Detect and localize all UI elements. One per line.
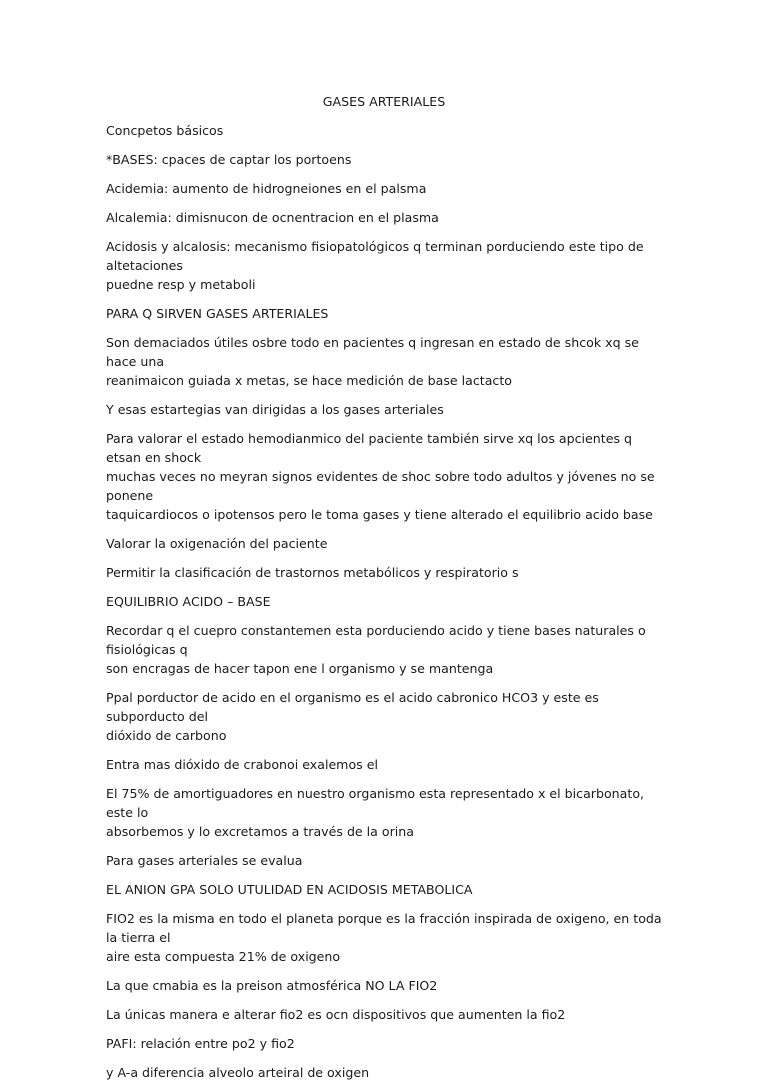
paragraph-17: Para gases arteriales se evalua — [106, 853, 303, 868]
paragraph-13: Recordar q el cuepro constantemen esta porduciendo acido y tiene bases naturales o fisiológicas q son encragas de hacer tapon ene l organismo y se mantenga — [106, 623, 646, 676]
paragraph-8: Y esas estartegias van dirigidas a los gases arteriales — [106, 402, 444, 417]
paragraph-2: *BASES: cpaces de captar los portoens — [106, 152, 352, 167]
paragraph-15: Entra mas dióxido de crabonoi exalemos el — [106, 757, 378, 772]
paragraph-11: Permitir la clasificación de trastornos metabólicos y respiratorio s — [106, 565, 519, 580]
paragraph-20: La que cmabia es la preison atmosférica NO LA FIO2 — [106, 978, 438, 993]
paragraph-9: Para valorar el estado hemodianmico del paciente también sirve xq los apcientes q etsan en shock muchas veces no meyran signos evidentes de shoc sobre todo adultos y jóvenes no se ponene taquicardiocos o ipotensos pero le toma gases y tiene alterado el equilibrio acido base — [106, 431, 655, 522]
paragraph-14: Ppal porductor de acido en el organismo es el acido cabronico HCO3 y este es subporducto del dióxido de carbono — [106, 690, 599, 743]
document-body — [106, 121, 666, 1092]
paragraph-21: La únicas manera e alterar fio2 es ocn dispositivos que aumenten la fio2 — [106, 1007, 566, 1022]
paragraph-18: EL ANION GPA SOLO UTULIDAD EN ACIDOSIS METABOLICA — [106, 882, 473, 897]
paragraph-12: EQUILIBRIO ACIDO – BASE — [106, 594, 271, 609]
document-title: GASES ARTERIALES — [322, 94, 446, 109]
paragraph-1: Concpetos básicos — [106, 123, 224, 138]
paragraph-3: Acidemia: aumento de hidrogneiones en el palsma — [106, 181, 427, 196]
paragraph-10: Valorar la oxigenación del paciente — [106, 536, 328, 551]
paragraph-16: El 75% de amortiguadores en nuestro organismo esta representado x el bicarbonato, este lo absorbemos y lo excretamos a través de la orina — [106, 786, 645, 839]
paragraph-4: Alcalemia: dimisnucon de ocnentracion en el plasma — [106, 210, 439, 225]
paragraph-5: Acidosis y alcalosis: mecanismo fisiopatológicos q terminan porduciendo este tipo de altetaciones puedne resp y metaboli — [106, 239, 644, 292]
paragraph-23: y A-a diferencia alveolo arteiral de oxigen — [106, 1065, 370, 1080]
paragraph-7: Son demaciados útiles osbre todo en pacientes q ingresan en estado de shcok xq se hace una reanimaicon guiada x metas, se hace medición de base lactacto — [106, 335, 639, 388]
paragraph-19: FIO2 es la misma en todo el planeta porque es la fracción inspirada de oxigeno, en toda la tierra el aire esta compuesta 21% de oxigeno — [106, 911, 662, 964]
paragraph-6: PARA Q SIRVEN GASES ARTERIALES — [106, 306, 329, 321]
paragraph-22: PAFI: relación entre po2 y fio2 — [106, 1036, 295, 1051]
